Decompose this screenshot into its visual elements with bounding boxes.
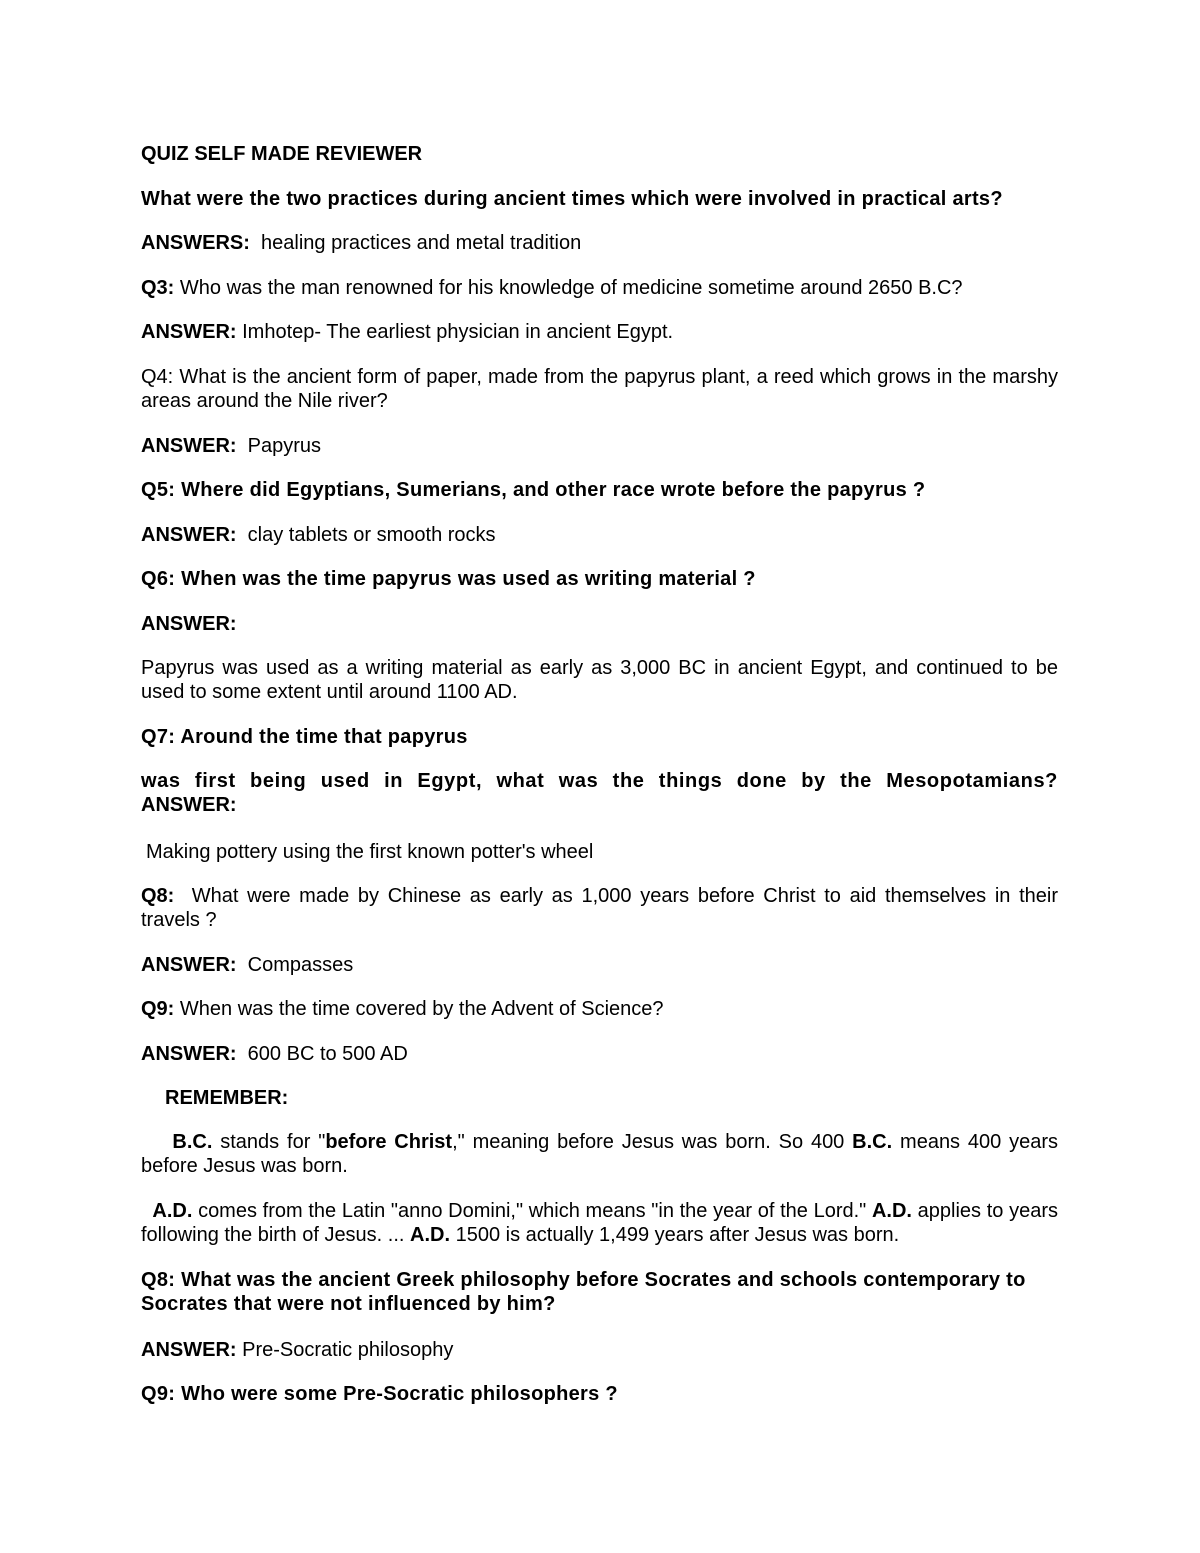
bc-text-2: ," meaning before Jesus was born. So 400: [452, 1131, 845, 1153]
q3-answer: [141, 320, 1058, 344]
ad-text-1: comes from the Latin "anno Domini," which means "in the year of the Lord.": [198, 1200, 867, 1222]
q8b-answer: [141, 1338, 1058, 1362]
question-text: Who was the man renowned for his knowledge of medicine sometime around 2650 B.C?: [179, 277, 963, 299]
answer-label: ANSWER:: [141, 1043, 237, 1065]
q6-question: Q6: When was the time papyrus was used as writing material ?: [141, 568, 756, 590]
remember-bc-paragraph: [141, 1130, 1058, 1178]
q7-answer-label: ANSWER:: [141, 794, 237, 816]
q1-answer: [141, 231, 1058, 255]
answer-text: Imhotep- The earliest physician in ancient Egypt.: [242, 321, 674, 343]
bc-term-2: B.C.: [852, 1131, 893, 1153]
ad-text-2: applies to years following the birth of Jesus. ...: [141, 1200, 1058, 1246]
ad-term-2: A.D.: [871, 1200, 912, 1222]
q3-question: [141, 276, 1058, 300]
answer-label: ANSWER:: [141, 1339, 237, 1361]
answer-label: ANSWER:: [141, 524, 237, 546]
ad-term: A.D.: [152, 1200, 193, 1222]
bc-bold-phrase: before Christ: [325, 1131, 453, 1153]
q7-question-line2: was first being used in Egypt, what was the things done by the Mesopotamians?: [141, 770, 1058, 792]
q6-answer: Papyrus was used as a writing material as early as 3,000 BC in ancient Egypt, and continued to be used to some extent until around 1100 AD.: [141, 657, 1058, 703]
bc-text-1: stands for ": [220, 1131, 326, 1153]
question-label: Q8:: [141, 885, 175, 907]
answer-label: ANSWER:: [141, 435, 237, 457]
answer-text: clay tablets or smooth rocks: [247, 524, 496, 546]
bc-term: B.C.: [172, 1131, 213, 1153]
document-title: QUIZ SELF MADE REVIEWER: [141, 143, 423, 165]
q5-answer: [141, 523, 1058, 547]
bc-text-3: means 400 years before Jesus was born.: [141, 1131, 1059, 1177]
q8b-question: Q8: What was the ancient Greek philosophy before Socrates and schools contemporary to Socrates that were not influenced by him?: [141, 1269, 1026, 1315]
q9b-question: Q9: Who were some Pre-Socratic philosophers ?: [141, 1383, 618, 1405]
ad-term-3: A.D.: [410, 1224, 451, 1246]
q6-answer-label: ANSWER:: [141, 613, 237, 635]
answer-label: ANSWER:: [141, 954, 237, 976]
q9a-question: [141, 997, 1058, 1021]
answer-label: ANSWERS:: [141, 232, 250, 254]
answer-label: ANSWER:: [141, 321, 237, 343]
answer-text: Pre-Socratic philosophy: [242, 1339, 454, 1361]
ad-text-3: 1500 is actually 1,499 years after Jesus was born.: [455, 1224, 900, 1246]
q7-answer: Making pottery using the first known potter's wheel: [146, 841, 594, 863]
question-text: What were made by Chinese as early as 1,000 years before Christ to aid themselves in their travels ?: [141, 885, 1058, 931]
q4-question: Q4: What is the ancient form of paper, made from the papyrus plant, a reed which grows in the marshy areas around the Nile river?: [141, 366, 1058, 412]
q9a-answer: [141, 1042, 1058, 1066]
q5-question: Q5: Where did Egyptians, Sumerians, and other race wrote before the papyrus ?: [141, 479, 926, 501]
document-page: [141, 0, 1058, 1553]
q4-answer: [141, 434, 1058, 458]
question-label: Q9:: [141, 998, 175, 1020]
question-label: Q3:: [141, 277, 175, 299]
q8a-answer: [141, 953, 1058, 977]
answer-text: healing practices and metal tradition: [261, 232, 582, 254]
q7-question-line1: Q7: Around the time that papyrus: [141, 726, 468, 748]
question-text: When was the time covered by the Advent of Science?: [179, 998, 664, 1020]
answer-text: 600 BC to 500 AD: [247, 1043, 408, 1065]
remember-ad-paragraph: [141, 1199, 1058, 1247]
q1-question: What were the two practices during ancient times which were involved in practical arts?: [141, 188, 1003, 210]
answer-text: Compasses: [247, 954, 354, 976]
remember-heading: REMEMBER:: [165, 1087, 289, 1109]
answer-text: Papyrus: [247, 435, 322, 457]
q8a-question: [141, 884, 1058, 932]
